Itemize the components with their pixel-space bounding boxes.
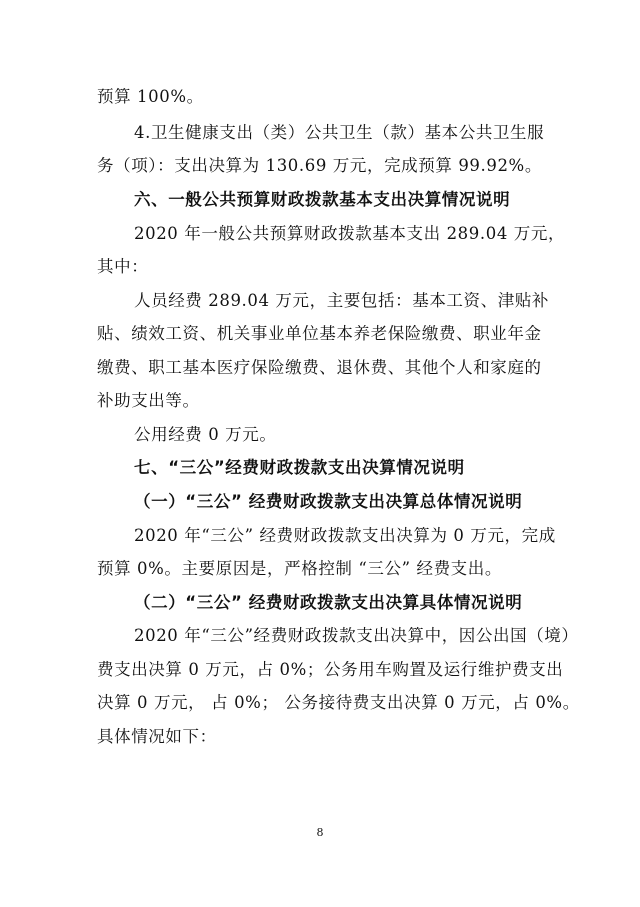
subsection-heading-2: （二）“三公” 经费财政拨款支出决算具体情况说明: [134, 593, 523, 612]
text-line-health-item: 4.卫生健康支出（类）公共卫生（款）基本公共卫生服: [134, 123, 545, 142]
text-line-public-expense: 公用经费 0 万元。: [134, 425, 277, 444]
text-line-personnel-cont2: 缴费、职工基本医疗保险缴费、退休费、其他个人和家庭的: [97, 358, 542, 377]
text-line-personnel-cont3: 补助支出等。: [97, 391, 200, 410]
text-line-details-cont2: 决算 0 万元， 占 0%； 公务接待费支出决算 0 万元，占 0%。: [97, 693, 580, 712]
text-line-details-cont1: 费支出决算 0 万元，占 0%；公务用车购置及运行维护费支出: [97, 660, 564, 679]
subsection-heading-1: （一）“三公” 经费财政拨款支出决算总体情况说明: [134, 492, 523, 511]
page-number: 8: [316, 826, 324, 839]
text-line-health-item-cont: 务（项）：支出决算为 130.69 万元，完成预算 99.92%。: [97, 156, 542, 175]
text-line-details: 2020 年“三公”经费财政拨款支出决算中，因公出国（境）: [134, 626, 579, 645]
text-line-three-public: 2020 年“三公” 经费财政拨款支出决算为 0 万元，完成: [134, 526, 556, 545]
text-line-basic-expense: 2020 年一般公共预算财政拨款基本支出 289.04 万元，: [134, 224, 566, 243]
text-line-budget-rate: 预算 100%。: [97, 87, 204, 106]
section-heading-7: 七、“三公”经费财政拨款支出决算情况说明: [134, 458, 465, 477]
text-line-among: 其中：: [97, 257, 149, 276]
section-heading-6: 六、一般公共预算财政拨款基本支出决算情况说明: [134, 190, 511, 209]
text-line-personnel: 人员经费 289.04 万元，主要包括：基本工资、津贴补: [134, 291, 550, 310]
text-line-three-public-cont: 预算 0%。主要原因是，严格控制 “三公” 经费支出。: [97, 559, 502, 578]
text-line-details-cont3: 具体情况如下：: [97, 727, 217, 746]
text-line-personnel-cont1: 贴、绩效工资、机关事业单位基本养老保险缴费、职业年金: [97, 324, 542, 343]
